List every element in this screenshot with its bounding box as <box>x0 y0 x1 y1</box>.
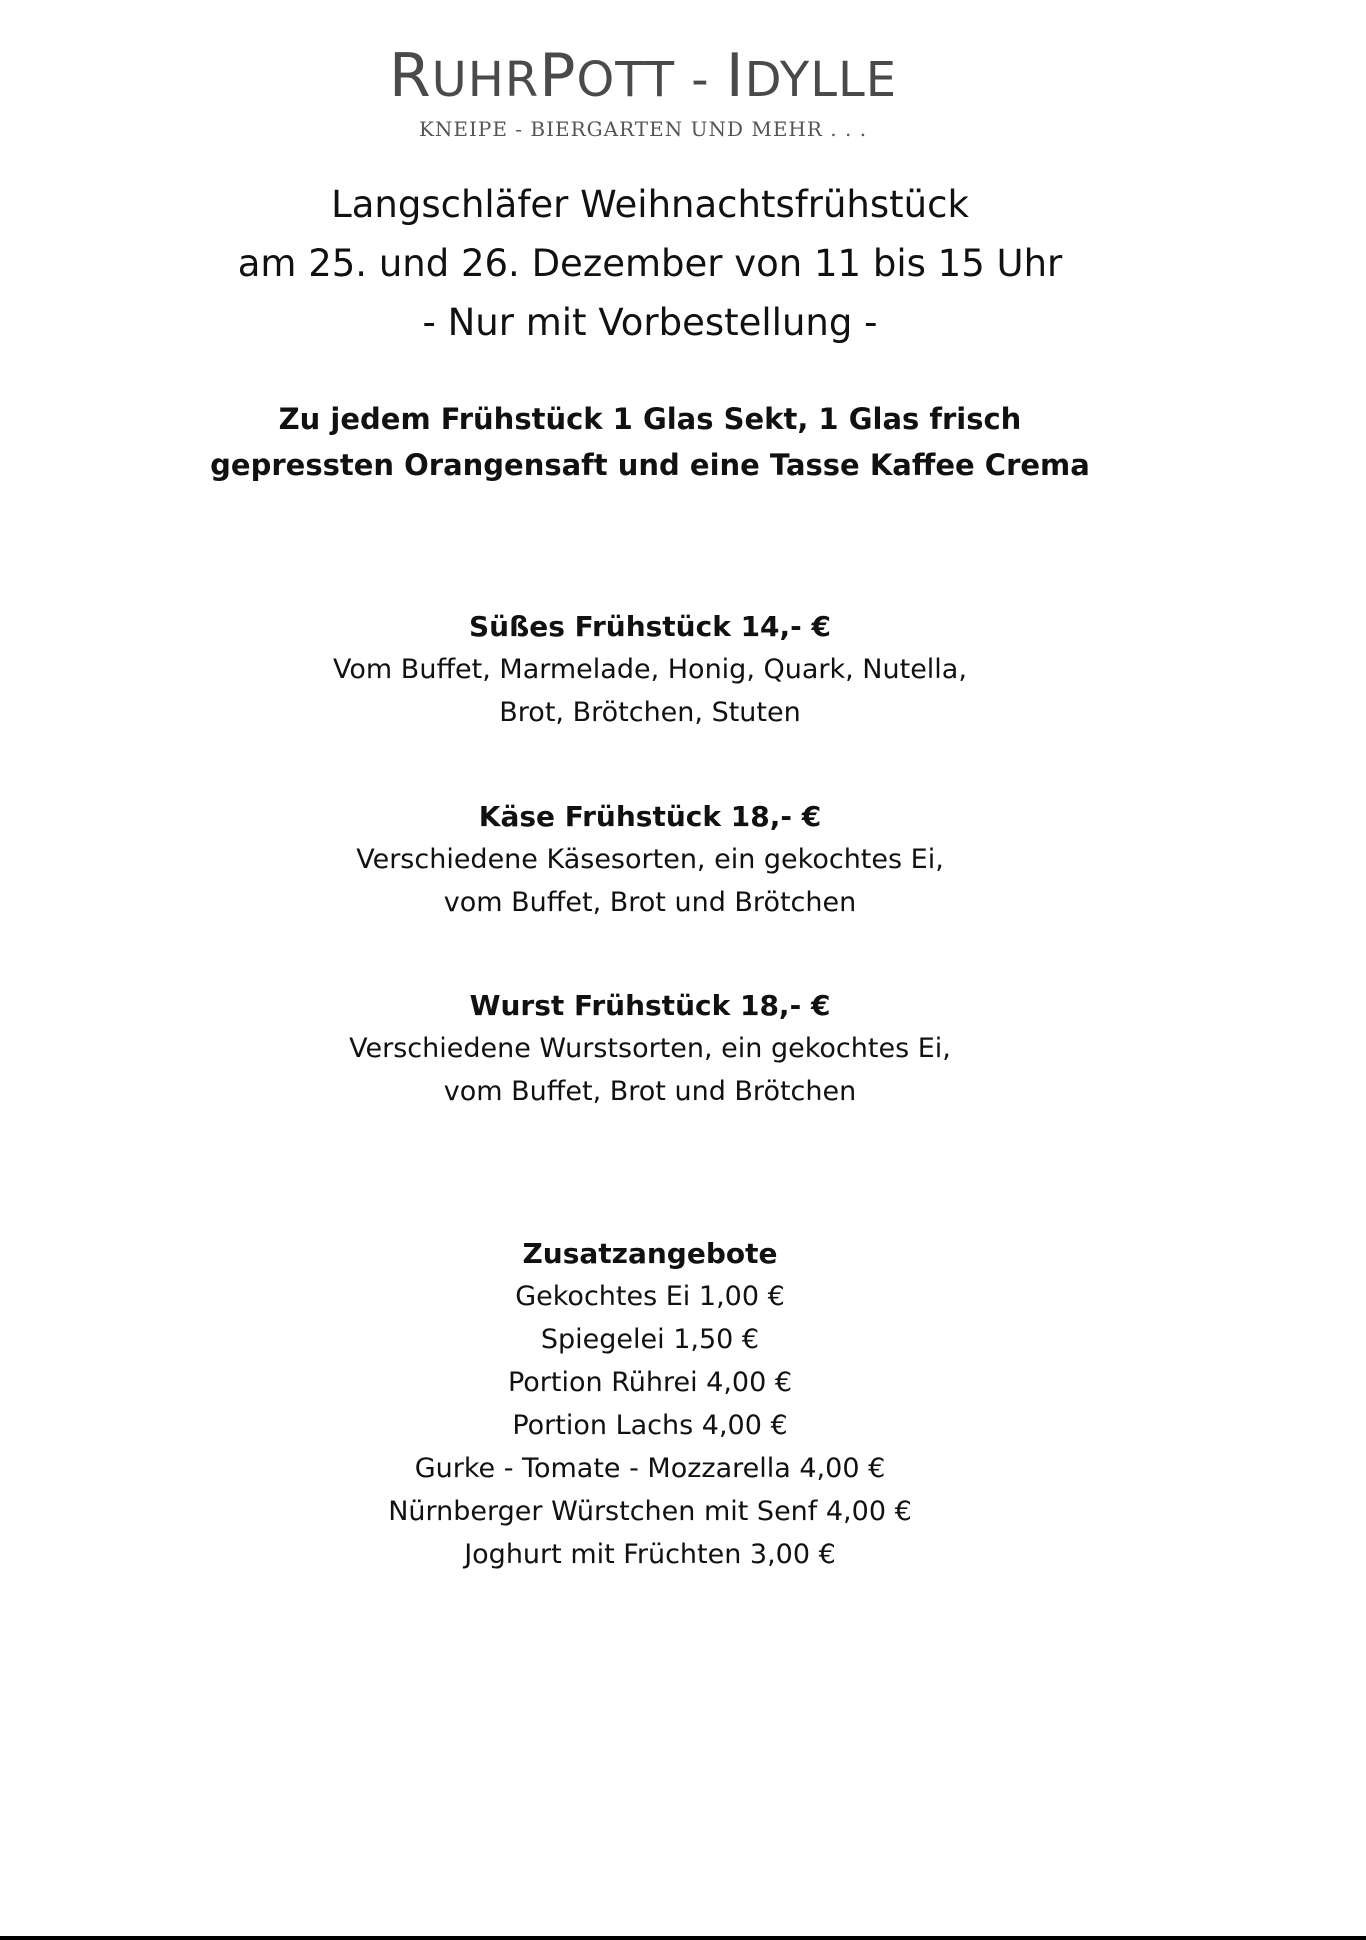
intro-text <box>0 396 1300 488</box>
logo-tagline: KNEIPE - BIERGARTEN UND MEHR . . . <box>418 117 868 141</box>
extras-item: Gurke - Tomate - Mozzarella 4,00 € <box>414 1453 886 1484</box>
logo-letters: DYLLE <box>744 52 898 108</box>
extras-item: Joghurt mit Früchten 3,00 € <box>464 1539 836 1570</box>
menu-section-title: Süßes Frühstück 14,- € <box>468 610 832 643</box>
logo-letter: I <box>725 41 745 111</box>
menu-section-sausage <box>0 985 1300 1113</box>
extras-section <box>0 1233 1300 1576</box>
menu-section-cheese <box>0 796 1300 924</box>
heading-dates: am 25. und 26. Dezember von 11 bis 15 Uhr <box>237 242 1063 285</box>
menu-section-line: Verschiedene Wurstsorten, ein gekochtes Ei, <box>349 1033 951 1064</box>
heading-title: Langschläfer Weihnachtsfrühstück <box>331 183 969 226</box>
extras-title: Zusatzangebote <box>522 1237 778 1270</box>
heading-preorder-note: - Nur mit Vorbestellung - <box>422 301 878 344</box>
logo-letter: R <box>388 41 432 111</box>
intro-line: gepressten Orangensaft und eine Tasse Kaffee Crema <box>210 448 1090 482</box>
intro-line: Zu jedem Frühstück 1 Glas Sekt, 1 Glas frisch <box>278 402 1022 436</box>
logo-letters: OTT - <box>576 52 726 108</box>
logo-letters: UHR <box>431 52 540 108</box>
menu-section-title: Käse Frühstück 18,- € <box>478 800 822 833</box>
extras-item: Spiegelei 1,50 € <box>540 1324 760 1355</box>
extras-item: Portion Lachs 4,00 € <box>512 1410 788 1441</box>
logo-letter: P <box>539 41 577 111</box>
menu-section-sweet <box>0 606 1300 734</box>
logo-wordmark <box>0 41 1286 111</box>
menu-section-line: Verschiedene Käsesorten, ein gekochtes Ei, <box>356 844 944 875</box>
extras-item: Nürnberger Würstchen mit Senf 4,00 € <box>388 1496 912 1527</box>
page-heading <box>0 175 1300 352</box>
extras-item: Portion Rührei 4,00 € <box>507 1367 793 1398</box>
menu-section-title: Wurst Frühstück 18,- € <box>469 989 831 1022</box>
menu-section-line: Vom Buffet, Marmelade, Honig, Quark, Nutella, <box>333 654 967 685</box>
bottom-divider <box>0 1936 1366 1940</box>
extras-item: Gekochtes Ei 1,00 € <box>515 1281 785 1312</box>
menu-section-line: vom Buffet, Brot und Brötchen <box>443 1076 857 1107</box>
menu-section-line: vom Buffet, Brot und Brötchen <box>443 887 857 918</box>
menu-section-line: Brot, Brötchen, Stuten <box>499 697 801 728</box>
